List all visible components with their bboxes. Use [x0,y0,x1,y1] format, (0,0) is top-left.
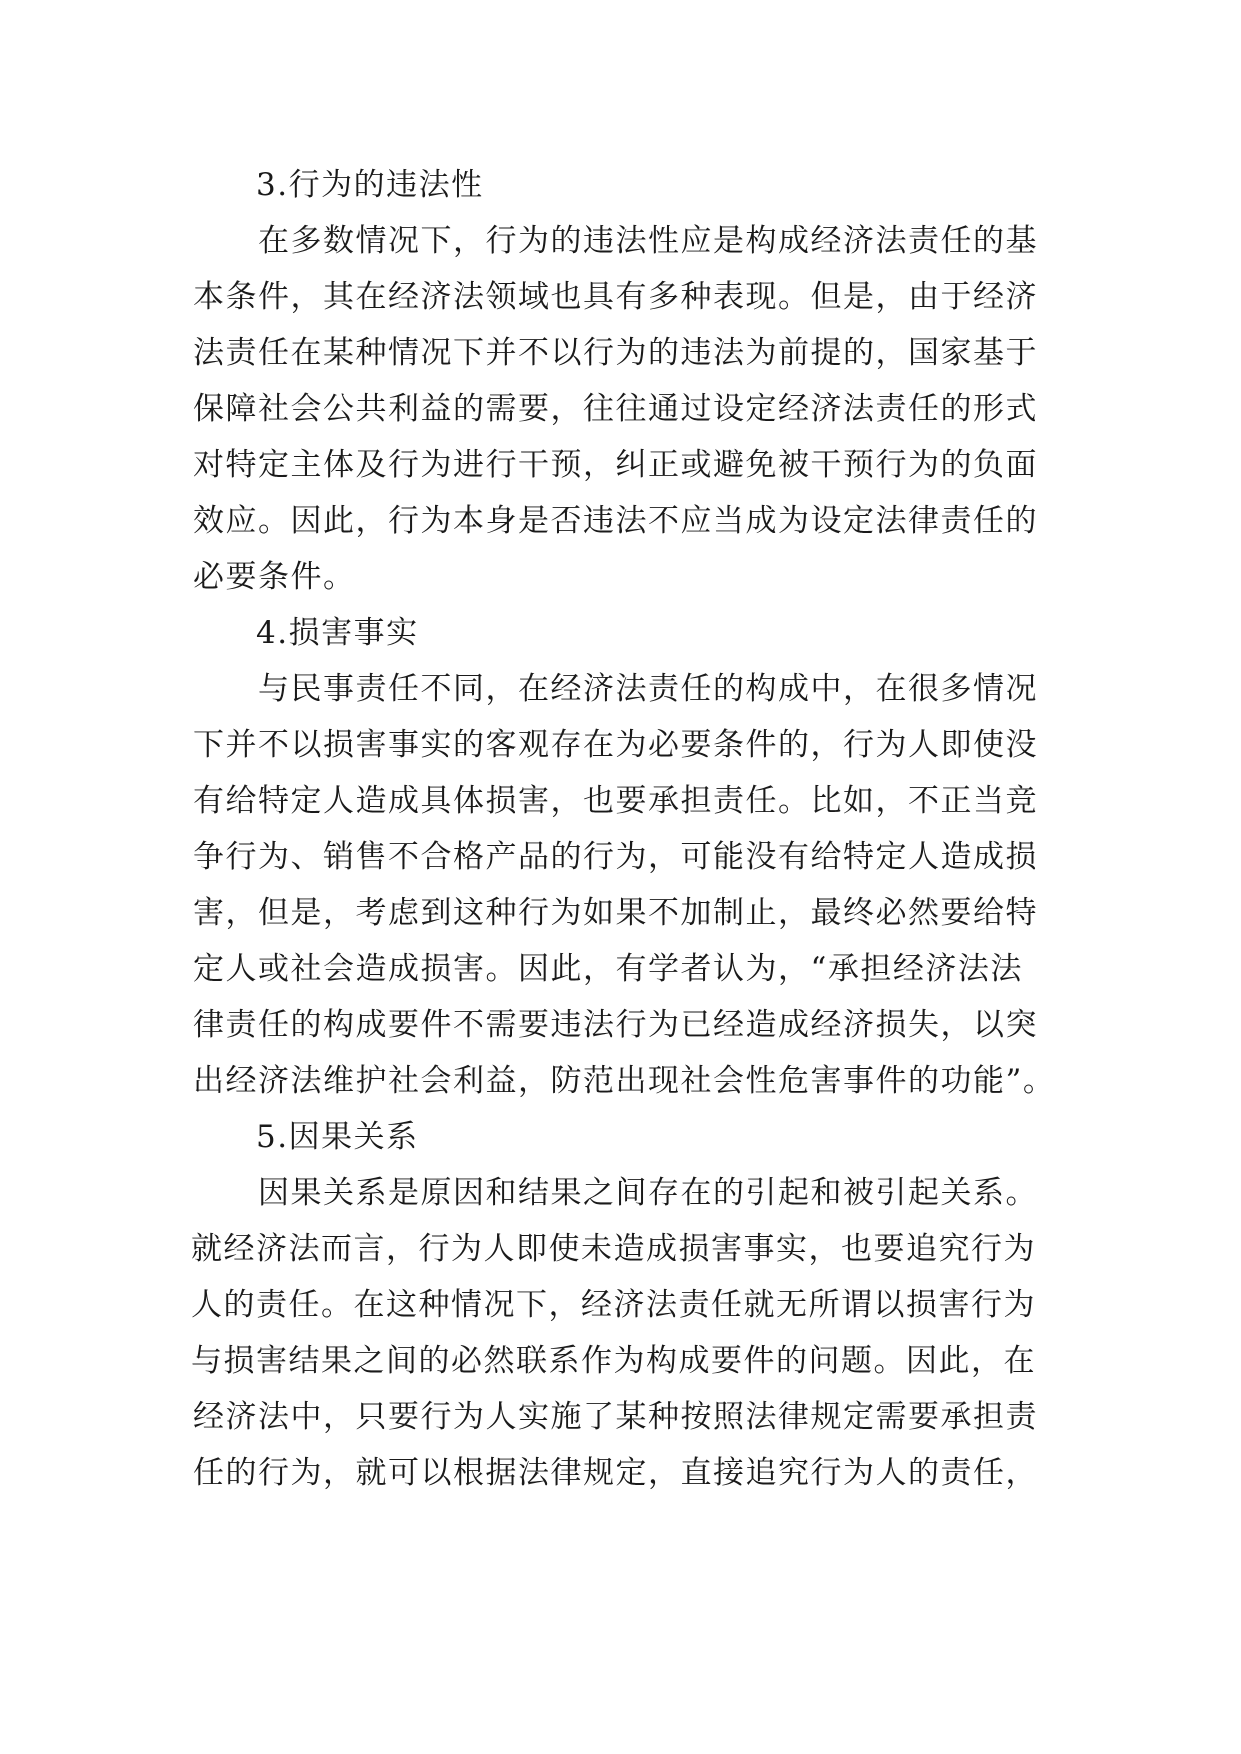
paragraph-line: 与损害结果之间的必然联系作为构成要件的问题。因此，在 [191,1343,1036,1379]
paragraph-line: 有给特定人造成具体损害，也要承担责任。比如，不正当竞 [193,783,1038,819]
section-heading-causation: 5.因果关系 [256,1119,419,1155]
paragraph-line: 在多数情况下，行为的违法性应是构成经济法责任的基 [258,223,1038,259]
section-heading-illegality: 3.行为的违法性 [256,167,484,203]
paragraph-line: 因果关系是原因和结果之间存在的引起和被引起关系。 [258,1175,1038,1211]
paragraph-line: 经济法中，只要行为人实施了某种按照法律规定需要承担责 [193,1399,1038,1435]
paragraph-line: 出经济法维护社会利益，防范出现社会性危害事件的功能”。 [193,1063,1056,1099]
paragraph-line: 保障社会公共利益的需要，往往通过设定经济法责任的形式 [193,391,1038,427]
paragraph-line: 本条件，其在经济法领域也具有多种表现。但是，由于经济 [193,279,1038,315]
paragraph-line: 效应。因此，行为本身是否违法不应当成为设定法律责任的 [193,503,1038,539]
paragraph-line: 与民事责任不同，在经济法责任的构成中，在很多情况 [258,671,1038,707]
paragraph-line: 害，但是，考虑到这种行为如果不加制止，最终必然要给特 [193,895,1038,931]
paragraph-line: 人的责任。在这种情况下，经济法责任就无所谓以损害行为 [191,1287,1036,1323]
paragraph-line: 下并不以损害事实的客观存在为必要条件的，行为人即使没 [193,727,1038,763]
paragraph-line: 法责任在某种情况下并不以行为的违法为前提的，国家基于 [193,335,1038,371]
paragraph-line: 就经济法而言，行为人即使未造成损害事实，也要追究行为 [191,1231,1036,1267]
paragraph-line: 律责任的构成要件不需要违法行为已经造成经济损失，以突 [193,1007,1038,1043]
paragraph-line: 争行为、销售不合格产品的行为，可能没有给特定人造成损 [193,839,1038,875]
paragraph-line: 定人或社会造成损害。因此，有学者认为，“承担经济法法 [193,951,1023,987]
section-heading-damage: 4.损害事实 [256,615,419,651]
paragraph-line: 必要条件。 [193,559,356,595]
paragraph-line: 对特定主体及行为进行干预，纠正或避免被干预行为的负面 [193,447,1038,483]
paragraph-line: 任的行为，就可以根据法律规定，直接追究行为人的责任， [193,1455,1038,1491]
